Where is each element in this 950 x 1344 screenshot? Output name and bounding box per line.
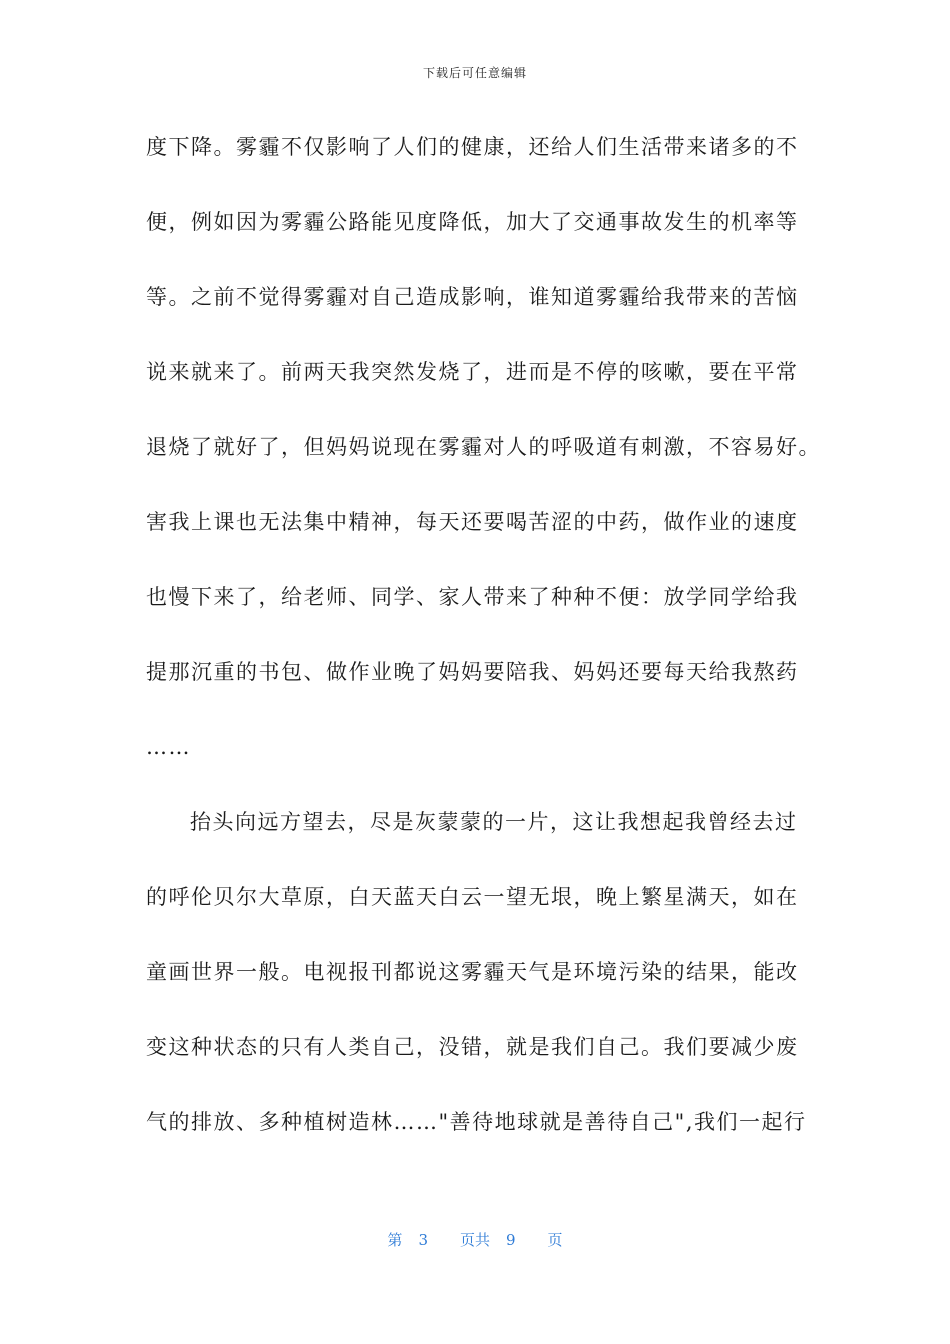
footer-middle: 页共 — [459, 1231, 490, 1249]
footer-prefix: 第 — [387, 1231, 403, 1249]
text-line: 便，例如因为雾霾公路能见度降低，加大了交通事故发生的机率等 — [146, 210, 799, 234]
text-line: 的呼伦贝尔大草原，白天蓝天白云一望无垠，晚上繁星满天，如在 — [146, 885, 799, 909]
footer-suffix: 页 — [547, 1231, 563, 1249]
text-line: 害我上课也无法集中精神，每天还要喝苦涩的中药，做作业的速度 — [146, 510, 799, 534]
text-line: 提那沉重的书包、做作业晚了妈妈要陪我、妈妈还要每天给我熬药 — [146, 660, 799, 684]
text-line: 气的排放、多种植树造林……"善待地球就是善待自己",我们一起行 — [146, 1110, 807, 1134]
text-line: 说来就来了。前两天我突然发烧了，进而是不停的咳嗽，要在平常 — [146, 360, 799, 384]
text-line: …… — [146, 735, 191, 759]
text-line: 度下降。雾霾不仅影响了人们的健康，还给人们生活带来诸多的不 — [146, 135, 799, 159]
text-line: 抬头向远方望去，尽是灰蒙蒙的一片，这让我想起我曾经去过 — [190, 810, 798, 834]
text-line: 等。之前不觉得雾霾对自己造成影响，谁知道雾霾给我带来的苦恼 — [146, 285, 799, 309]
text-line: 退烧了就好了，但妈妈说现在雾霾对人的呼吸道有刺激，不容易好。 — [146, 435, 821, 459]
text-line: 童画世界一般。电视报刊都说这雾霾天气是环境污染的结果，能改 — [146, 960, 799, 984]
document-body — [146, 127, 821, 1177]
text-line: 也慢下来了，给老师、同学、家人带来了种种不便：放学同学给我 — [146, 585, 799, 609]
footer-total-pages: 9 — [506, 1231, 516, 1249]
text-line: 变这种状态的只有人类自己，没错，就是我们自己。我们要减少废 — [146, 1035, 799, 1059]
page-footer — [0, 1229, 950, 1250]
page-header-note: 下载后可任意编辑 — [422, 66, 527, 80]
footer-current-page: 3 — [418, 1231, 428, 1249]
